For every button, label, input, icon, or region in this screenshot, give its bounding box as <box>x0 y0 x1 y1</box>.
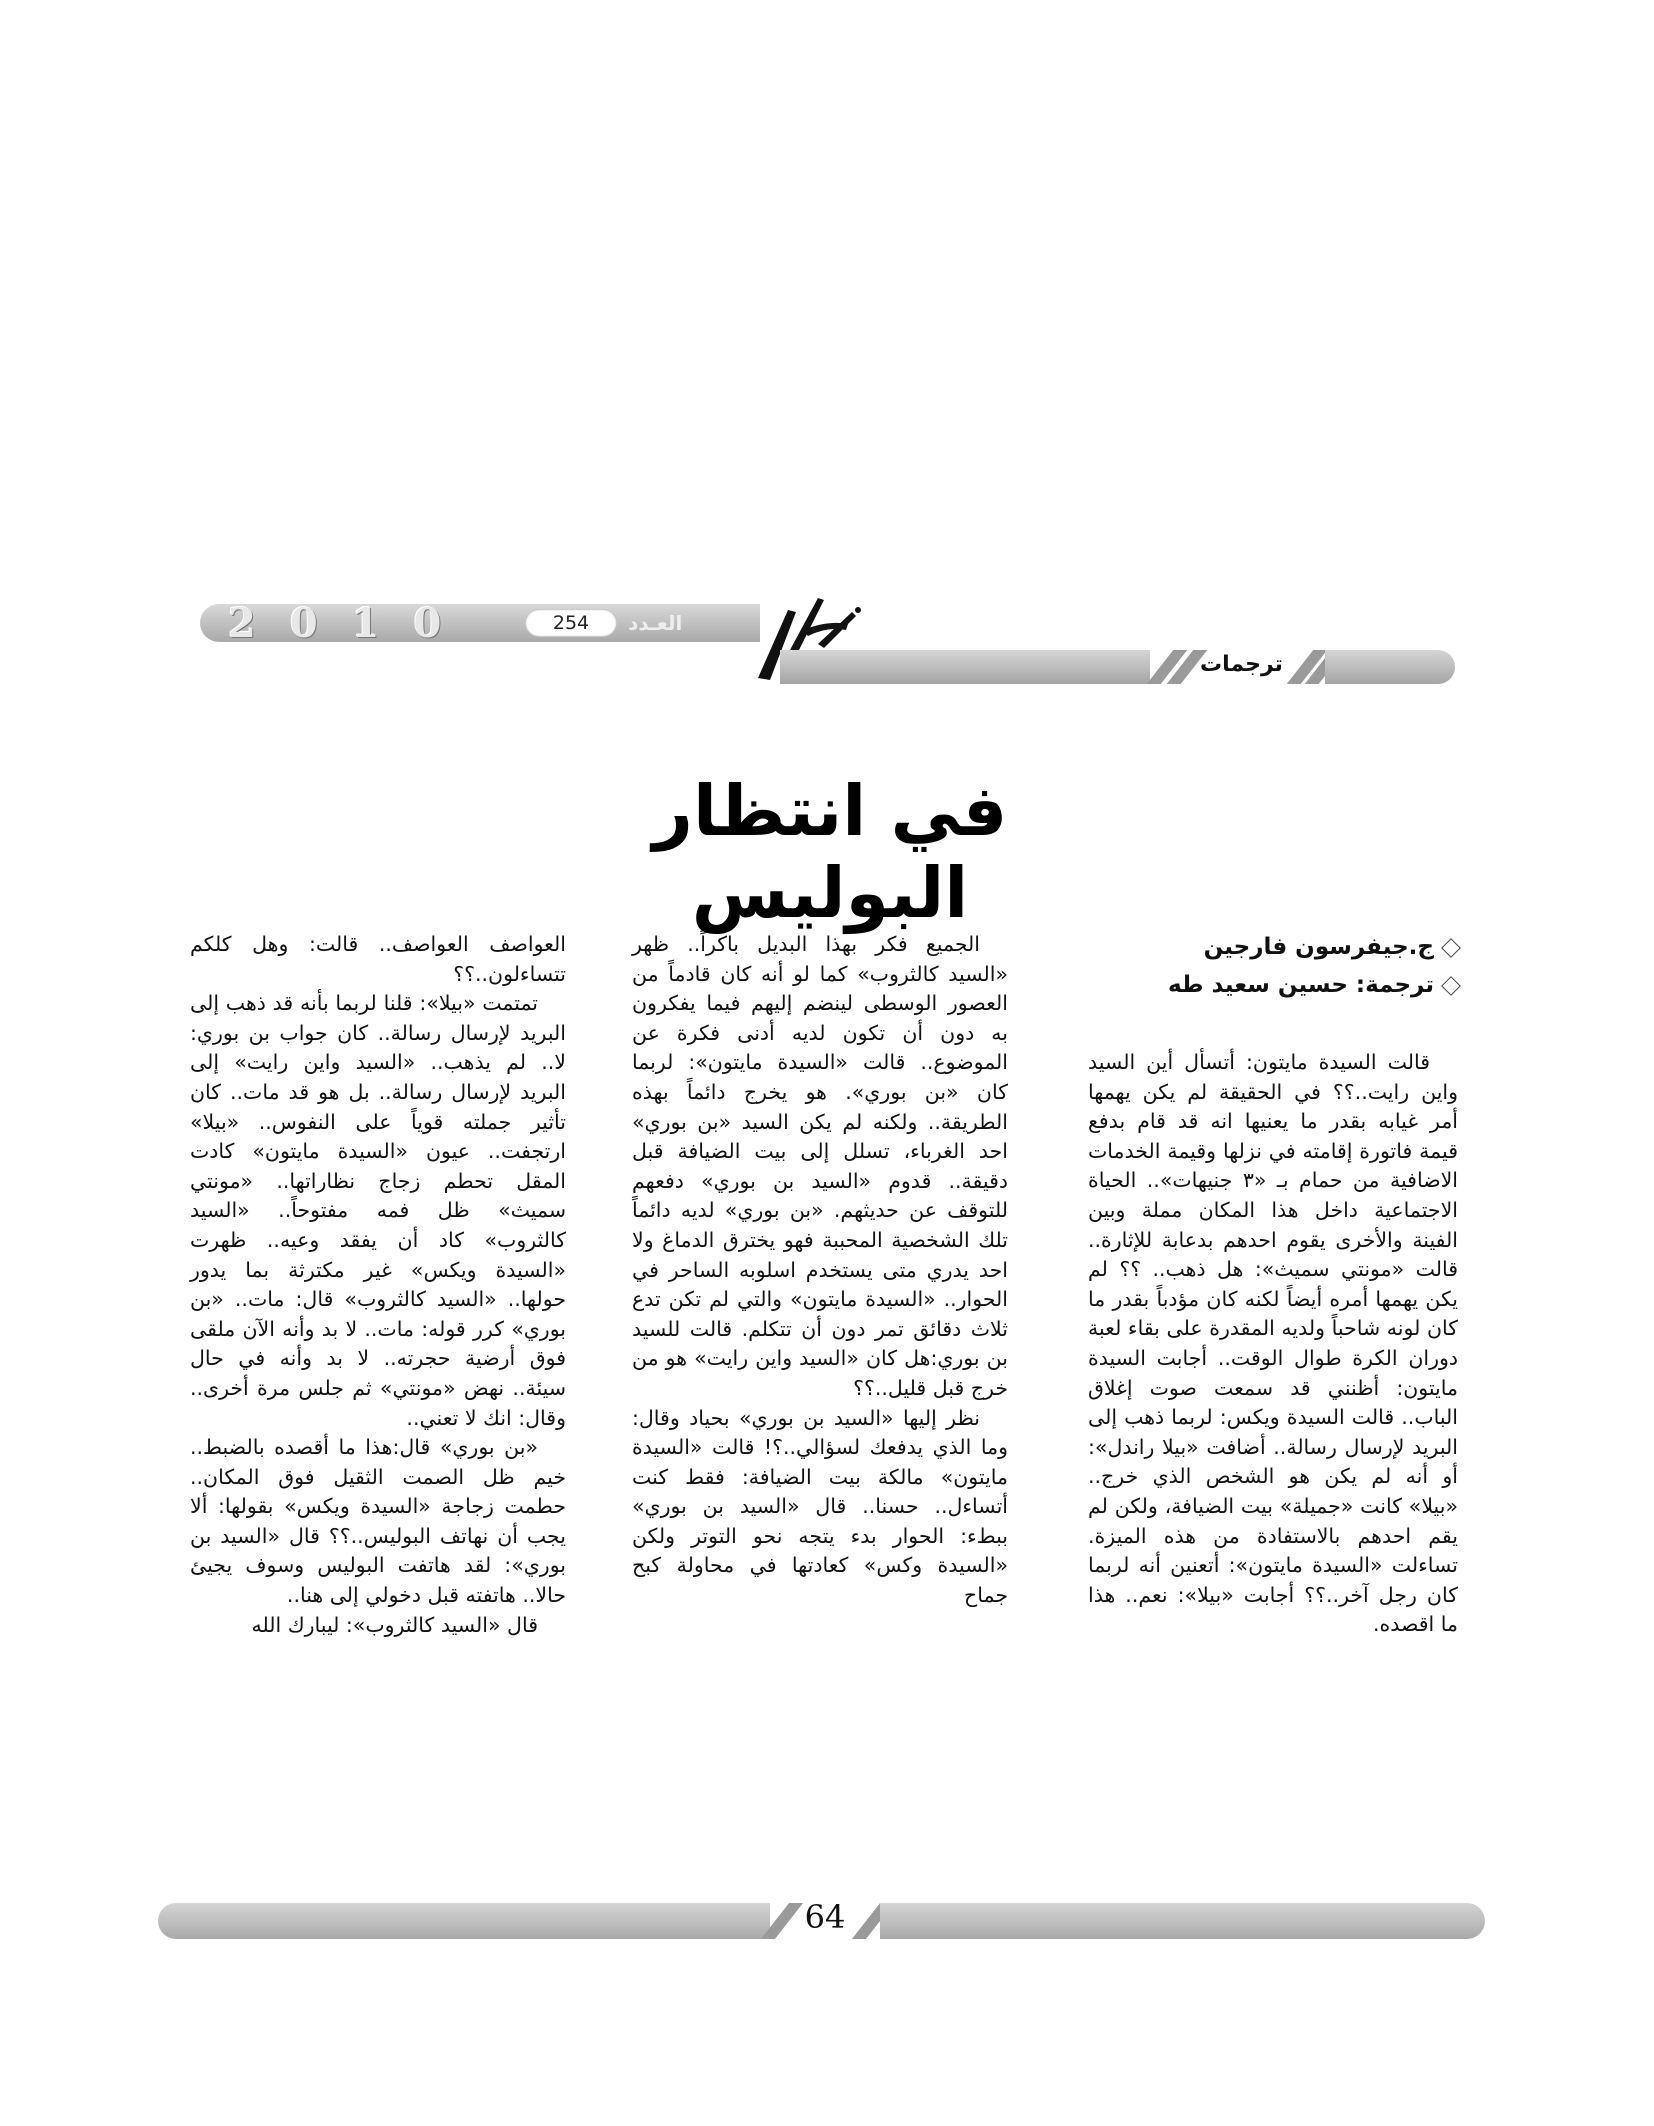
translator-line <box>1090 972 1458 998</box>
issue-label: العـدد <box>628 611 683 635</box>
paragraph: العواصف العواصف.. قالت: وهل كلكم تتساءلون..؟؟ <box>190 932 566 986</box>
section-label: ترجمات <box>1200 652 1283 677</box>
author-line <box>1090 934 1458 960</box>
paragraph: قال «السيد كالثروب»: ليبارك الله <box>251 1612 538 1637</box>
article-column-right <box>1088 1048 1458 1640</box>
article-column-middle <box>632 930 1008 1611</box>
paragraph: قالت السيدة مايتون: أتسأل أين السيد واين رايت..؟؟ في الحقيقة لم يكن يهمها أمر غيابه بقدر ما يعنيها انه قد قام بدفع قيمة فاتورة إقامته في نزلها وقيمة الخدمات الاضافية من حمام بـ «٣ جنيهات».. الحياة الاجتماعية داخل هذا المكان مملة وبين الفينة والأخرى يقوم احدهم بدعابة للإثارة.. قالت «مونتي سميث»: هل ذهب.. ؟؟ لم يكن يهمها أمره أيضاً لكنه كان مؤدباً بقدر ما كان لونه شاحباً ولديه المقدرة على بقاء لعبة دوران الكرة طوال الوقت.. أجابت السيدة مايتون: أظنني قد سمعت صوت إغلاق الباب.. قالت السيدة ويكس: لربما ذهب إلى البريد لإرسال رسالة.. أضافت «بيلا راندل»: أو أنه لم يكن هو الشخص الذي خرج.. «بيلا» كانت «جميلة» بيت الضيافة، ولكن لم يقم احدهم بالاستفادة من هذه الميزة. تساءلت «السيدة مايتون»: أتعنين أنه لربما كان رجل آخر..؟؟ أجابت «بيلا»: نعم.. هذا ما اقصده. <box>1088 1050 1458 1637</box>
issue-number: 254 <box>552 612 590 634</box>
issue-year: 2010 <box>228 600 476 647</box>
article-column-left <box>190 930 566 1640</box>
paragraph: «بن بوري» قال:هذا ما أقصده بالضبط.. خيم ظل الصمت الثقيل فوق المكان.. حطمت زجاجة «السيدة ويكس» بقولها: ألا يجب أن نهاتف البوليس..؟؟ قال «السيد بن بوري»: لقد هاتفت البوليس وسوف يجيئ حالا.. هاتفته قبل دخولي إلى هنا.. <box>190 1435 566 1608</box>
footer-band-left <box>158 1903 770 1939</box>
paragraph: الجميع فكر بهذا البديل باكراً.. ظهر «السيد كالثروب» كما لو أنه كان قادماً من العصور الوسطى لينضم إليهم فيما يفكرون به دون أن تكون لديه أدنى فكرة عن الموضوع.. قالت «السيدة مايتون»: لربما كان «بن بوري». هو يخرج دائماً بهذه الطريقة.. ولكنه لم يكن السيد «بن بوري» احد الغرباء، تسلل إلى بيت الضيافة قبل دقيقة.. قدوم «السيد بن بوري» دفعهم للتوقف عن حديثهم. «بن بوري» لديه دائماً تلك الشخصية المحببة فهو يخترق الدماغ ولا احد يدري متى يستخدم اسلوبه الساحر في الحوار.. «السيدة مايتون» والتي لم تكن تدع ثلاث دقائق تمر دون أن تتكلم. قالت للسيد بن بوري:هل كان «السيد واين رايت» هو من خرج قبل قليل..؟؟ <box>632 932 1008 1400</box>
section-band <box>780 650 1150 684</box>
page-number: 64 <box>804 1898 846 1936</box>
translator-name: ترجمة: حسين سعيد طه <box>1167 972 1434 998</box>
paragraph: تمتمت «بيلا»: قلنا لربما بأنه قد ذهب إلى البريد لإرسال رسالة.. كان جواب بن بوري: لا.. لم يذهب.. «السيد واين رايت» إلى البريد لإرسال رسالة.. بل هو قد مات.. كان تأثير جملته قوياً على النفوس.. «بيلا» ارتجفت.. عيون «السيدة مايتون» كادت المقل تحطم زجاج نظاراتها.. «مونتي سميث» ظل فمه مفتوحاً.. «السيد كالثروب» كاد أن يفقد وعيه.. ظهرت «السيدة ويكس» غير مكترثة بما يدور حولها.. «السيد كالثروب» قال: مات.. «بن بوري» كرر قوله: مات.. لا بد وأنه الآن ملقى فوق أرضية حجرته.. لا بد وأنه في حال سيئة.. نهض «مونتي» ثم جلس مرة أخرى.. وقال: انك لا تعني.. <box>190 991 566 1430</box>
bullet-diamond-icon <box>1441 938 1461 958</box>
footer-band-right <box>880 1903 1485 1939</box>
bullet-diamond-icon <box>1441 976 1461 996</box>
section-band-right <box>1325 650 1455 684</box>
article-title: في انتظار البوليس <box>652 770 1008 934</box>
author-name: ج.جيفرسون فارجين <box>1203 934 1434 960</box>
paragraph: نظر إليها «السيد بن بوري» بحياد وقال: وما الذي يدفعك لسؤالي..؟! قالت «السيدة مايتون» مالكة بيت الضيافة: فقط كنت أتساءل.. حسنا.. قال «السيد بن بوري» ببطء: الحوار بدء يتجه نحو التوتر ولكن «السيدة وكس» كعادتها في محاولة كبح جماح <box>632 1405 1008 1608</box>
